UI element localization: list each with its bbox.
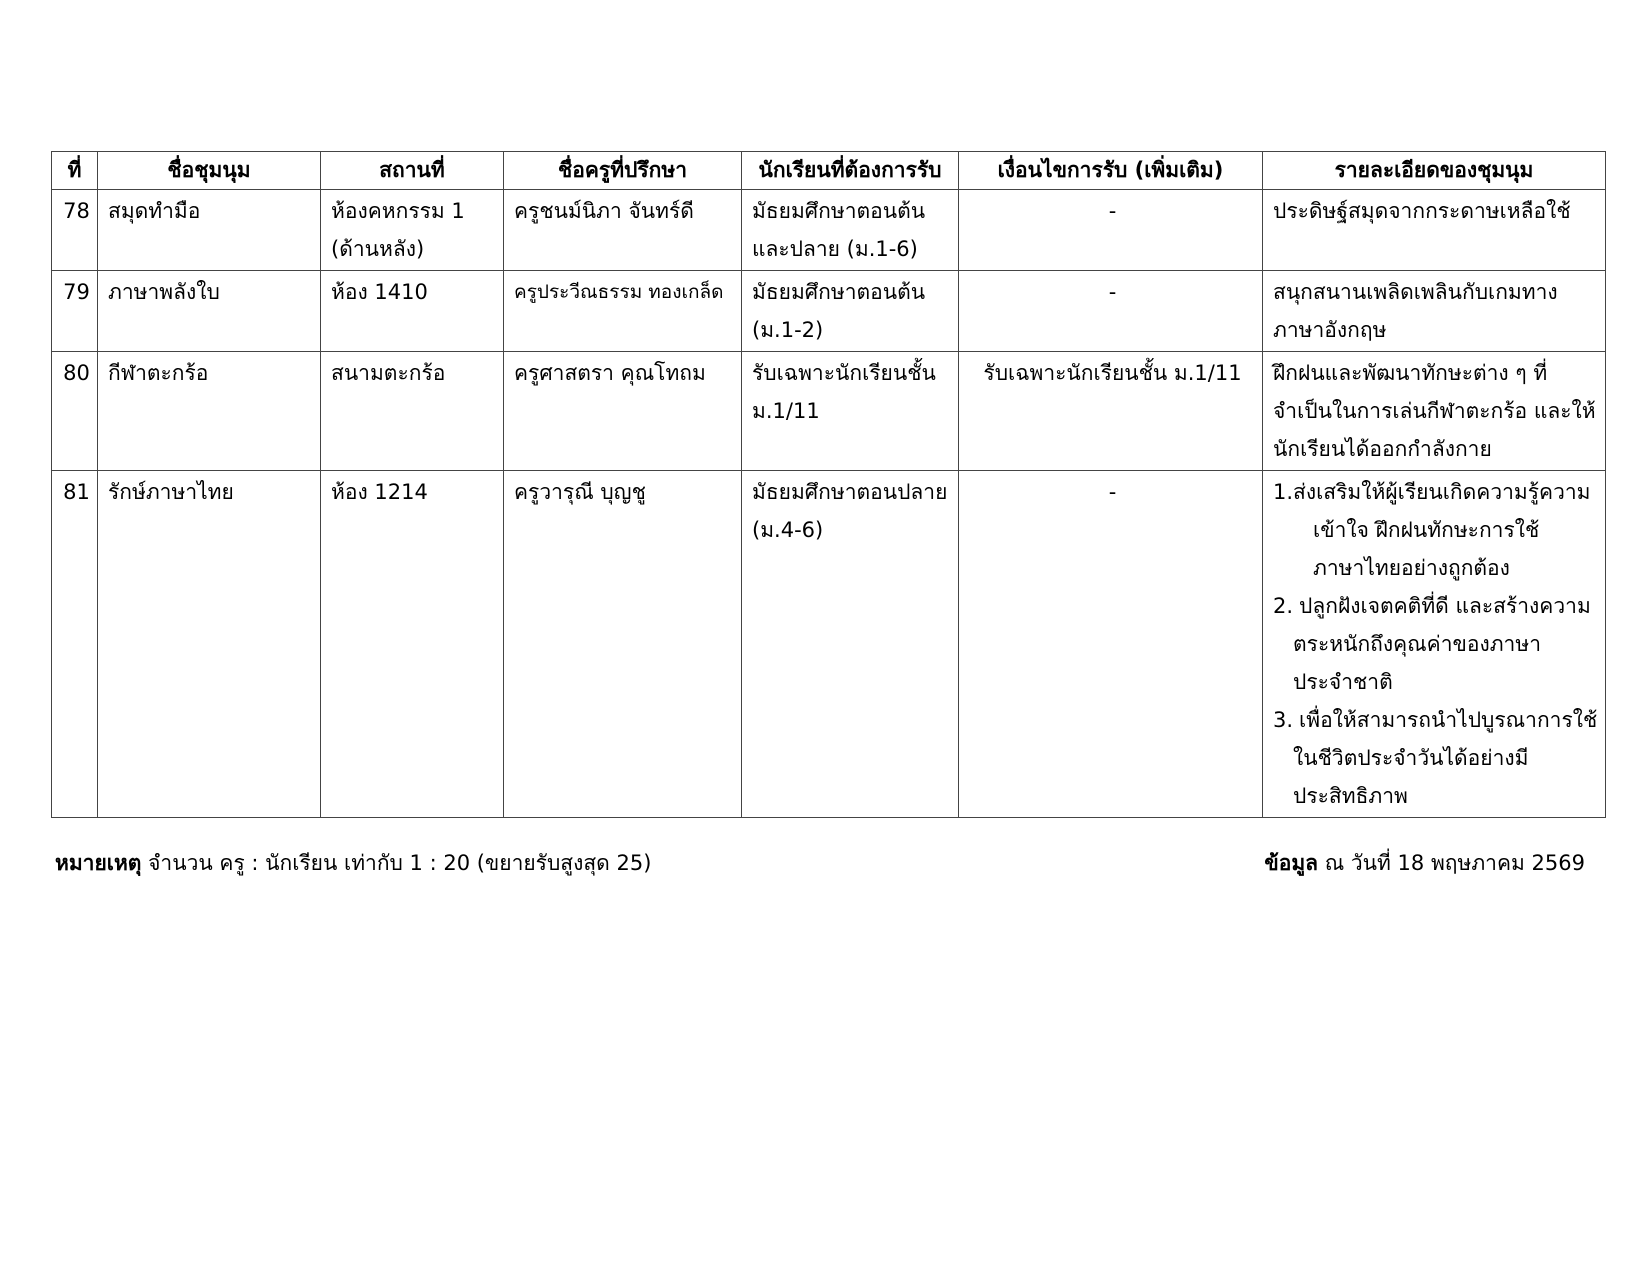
cell-location: ห้อง 1410 [321,271,504,352]
header-details: รายละเอียดของชุมนุม [1263,152,1606,190]
cell-target-students: มัธยมศึกษาตอนต้น (ม.1-2) [742,271,959,352]
header-no: ที่ [52,152,98,190]
cell-target-students: มัธยมศึกษาตอนปลาย (ม.4-6) [742,471,959,818]
footer-data-text: ณ วันที่ 18 พฤษภาคม 2569 [1318,851,1585,875]
footer-data-label: ข้อมูล [1264,851,1319,875]
header-advisor: ชื่อครูที่ปรึกษา [504,152,742,190]
cell-location: สนามตะกร้อ [321,352,504,471]
cell-details: ประดิษฐ์สมุดจากกระดาษเหลือใช้ [1263,190,1606,271]
header-location: สถานที่ [321,152,504,190]
cell-details: สนุกสนานเพลิดเพลินกับเกมทาง ภาษาอังกฤษ [1263,271,1606,352]
cell-club-name: รักษ์ภาษาไทย [98,471,321,818]
cell-advisor: ครูศาสตรา คุณโทถม [504,352,742,471]
cell-details [1263,471,1606,818]
cell-advisor: ครูชนม์นิภา จันทร์ดี [504,190,742,271]
details-item-number: 2. [1273,594,1294,618]
footer-note [55,848,651,878]
table-header-row [52,152,1606,190]
table-row [52,352,1606,471]
cell-advisor: ครูวารุณี บุญชู [504,471,742,818]
cell-location: ห้อง 1214 [321,471,504,818]
details-list-item: 1. ส่งเสริมให้ผู้เรียนเกิดความรู้ความ เข้าใจ ฝึกฝนทักษะการใช้ ภาษาไทยอย่างถูกต้อง [1273,473,1599,587]
club-list-sheet [51,151,1605,818]
table-row [52,271,1606,352]
cell-target-students: รับเฉพาะนักเรียนชั้น ม.1/11 [742,352,959,471]
cell-no: 79 [52,271,98,352]
club-table [51,151,1606,818]
table-row [52,190,1606,271]
cell-club-name: สมุดทำมือ [98,190,321,271]
cell-no: 78 [52,190,98,271]
cell-advisor: ครูประวีณธรรม ทองเกล็ด [504,271,742,352]
table-row [52,471,1606,818]
cell-club-name: กีฬาตะกร้อ [98,352,321,471]
details-list-item: 2. ปลูกฝังเจตคติที่ดี และสร้างความ ตระหนักถึงคุณค่าของภาษา ประจำชาติ [1273,587,1599,701]
footer-data-date [1264,848,1585,878]
cell-condition: - [959,271,1263,352]
cell-condition: - [959,471,1263,818]
cell-condition: รับเฉพาะนักเรียนชั้น ม.1/11 [959,352,1263,471]
cell-no: 81 [52,471,98,818]
cell-target-students: มัธยมศึกษาตอนต้น และปลาย (ม.1-6) [742,190,959,271]
cell-details: ฝึกฝนและพัฒนาทักษะต่าง ๆ ที่ จำเป็นในการเล่นกีฬาตะกร้อ และให้ นักเรียนได้ออกกำลังกาย [1263,352,1606,471]
footer-note-label: หมายเหตุ [55,851,142,875]
details-item-number: 3. [1273,708,1294,732]
header-target-students: นักเรียนที่ต้องการรับ [742,152,959,190]
footer-note-text: จำนวน ครู : นักเรียน เท่ากับ 1 : 20 (ขยายรับสูงสุด 25) [141,851,652,875]
details-list [1273,473,1599,815]
details-list-item: 3. เพื่อให้สามารถนำไปบูรณาการใช้ ในชีวิตประจำวันได้อย่างมี ประสิทธิภาพ [1273,701,1599,815]
cell-club-name: ภาษาพลังใบ [98,271,321,352]
header-condition: เงื่อนไขการรับ (เพิ่มเติม) [959,152,1263,190]
header-club-name: ชื่อชุมนุม [98,152,321,190]
details-item-number: 1. [1273,480,1294,504]
cell-no: 80 [52,352,98,471]
cell-condition: - [959,190,1263,271]
cell-location: ห้องคหกรรม 1 (ด้านหลัง) [321,190,504,271]
